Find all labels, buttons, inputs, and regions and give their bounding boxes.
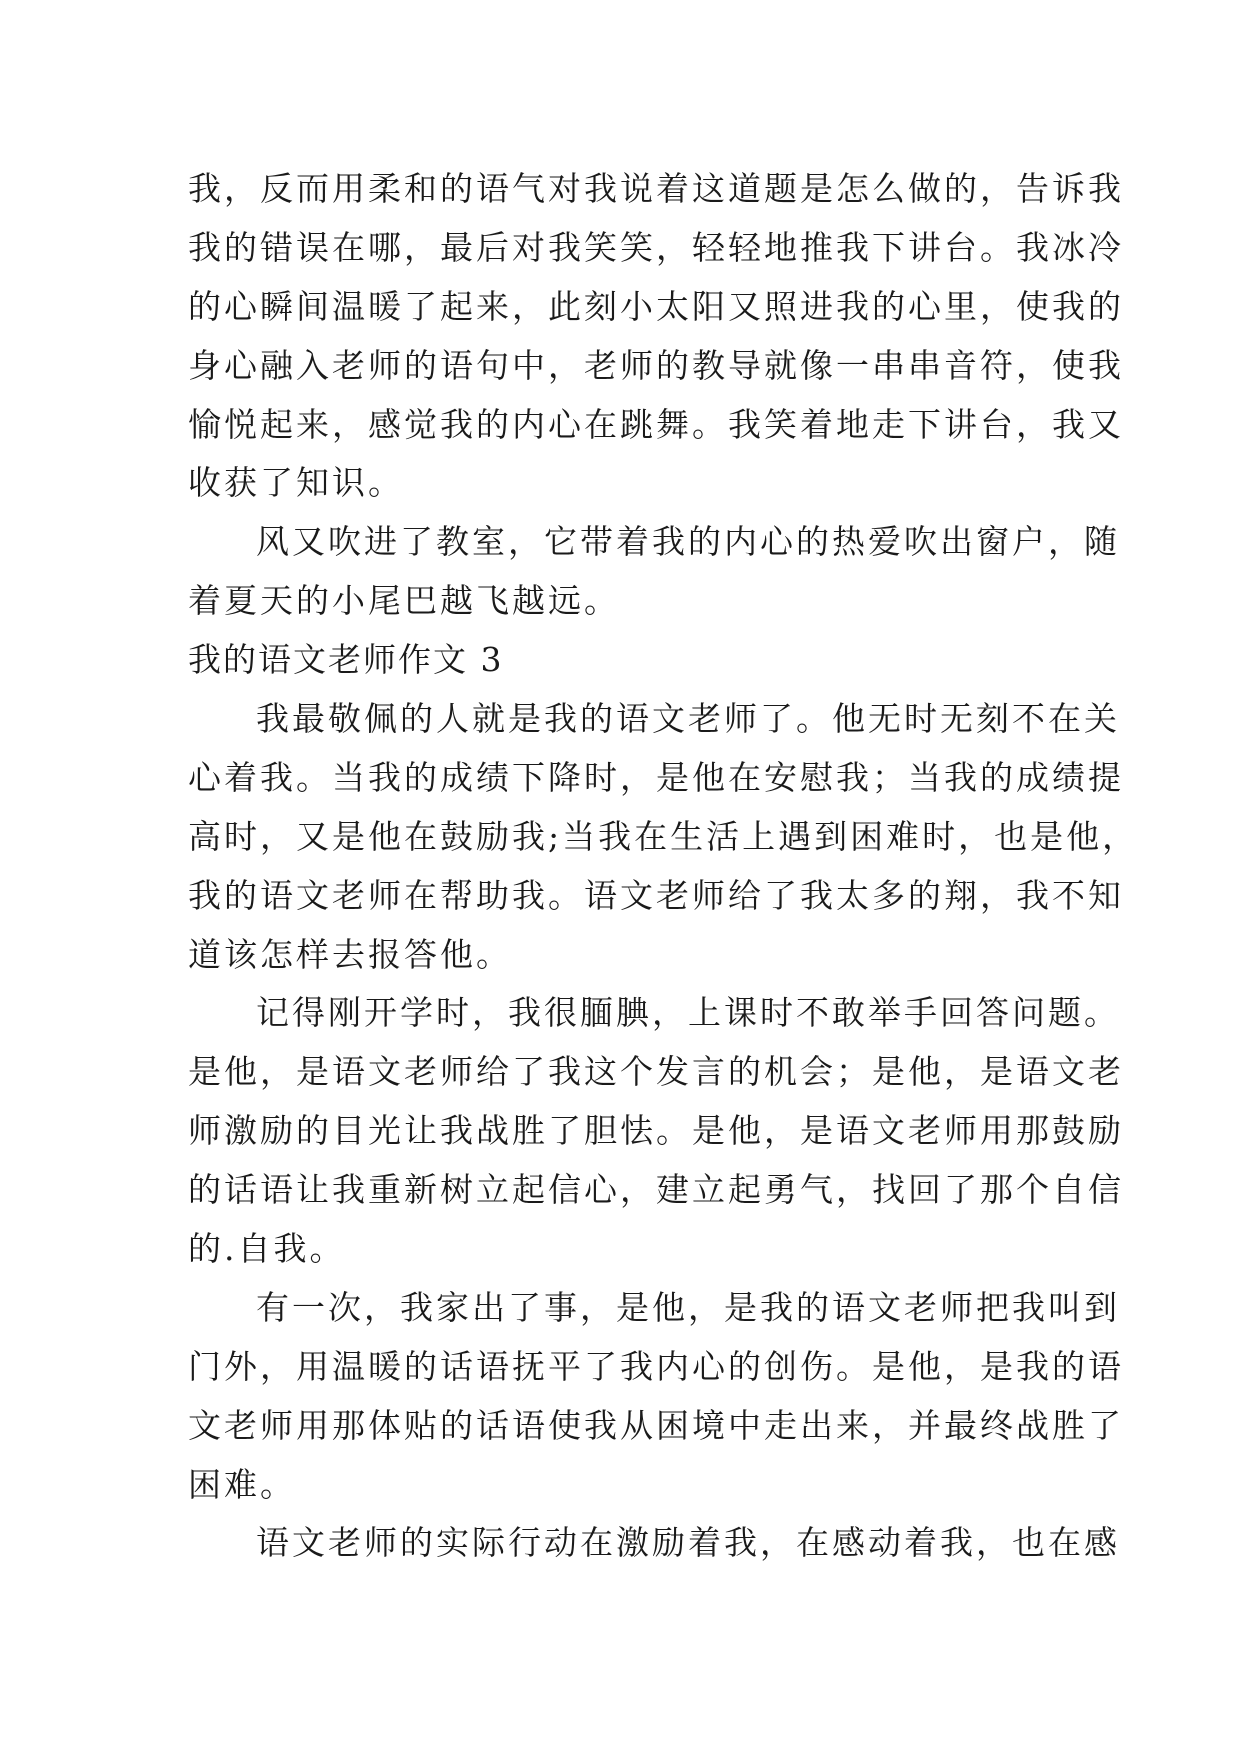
paragraph-first-line: 语文老师的实际行动在激励着我，在感动着我，也在感: [256, 1523, 1120, 1563]
text-line: 高时，又是他在鼓励我;当我在生活上遇到困难时，也是他，: [188, 816, 1139, 856]
text-line: 着夏天的小尾巴越飞越远。: [188, 581, 620, 621]
text-line: 心着我。当我的成绩下降时，是他在安慰我；当我的成绩提: [188, 757, 1124, 797]
text-line: 我，反而用柔和的语气对我说着这道题是怎么做的，告诉我: [188, 169, 1124, 208]
text-line: 的心瞬间温暖了起来，此刻小太阳又照进我的心里，使我的: [188, 286, 1124, 326]
paragraph-first-line: 风又吹进了教室，它带着我的内心的热爱吹出窗户，随: [256, 522, 1120, 562]
text-line: 困难。: [188, 1464, 296, 1504]
text-line: 是他，是语文老师给了我这个发言的机会；是他，是语文老: [188, 1052, 1124, 1092]
text-line: 愉悦起来，感觉我的内心在跳舞。我笑着地走下讲台，我又: [188, 404, 1124, 444]
section-heading: 我的语文老师作文 3: [188, 640, 504, 680]
paragraph-first-line: 有一次，我家出了事，是他，是我的语文老师把我叫到: [256, 1287, 1120, 1327]
text-line: 道该怎样去报答他。: [188, 934, 512, 974]
paragraph-first-line: 记得刚开学时，我很腼腆，上课时不敢举手回答问题。: [256, 993, 1120, 1033]
text-line: 师激励的目光让我战胜了胆怯。是他，是语文老师用那鼓励: [188, 1111, 1124, 1151]
text-line: 的话语让我重新树立起信心，建立起勇气，找回了那个自信: [188, 1170, 1124, 1210]
text-line: 我的语文老师在帮助我。语文老师给了我太多的翔，我不知: [188, 875, 1124, 915]
paragraph-first-line: 我最敬佩的人就是我的语文老师了。他无时无刻不在关: [256, 699, 1120, 739]
text-line: 身心融入老师的语句中，老师的教导就像一串串音符，使我: [188, 345, 1124, 385]
text-line: 收获了知识。: [188, 463, 404, 503]
text-line: 门外，用温暖的话语抚平了我内心的创伤。是他，是我的语: [188, 1346, 1124, 1386]
text-line: 文老师用那体贴的话语使我从困境中走出来，并最终战胜了: [188, 1405, 1124, 1445]
text-line: 我的错误在哪，最后对我笑笑，轻轻地推我下讲台。我冰冷: [188, 227, 1124, 267]
text-line: 的.自我。: [188, 1229, 346, 1269]
document-body: [188, 160, 1139, 1573]
